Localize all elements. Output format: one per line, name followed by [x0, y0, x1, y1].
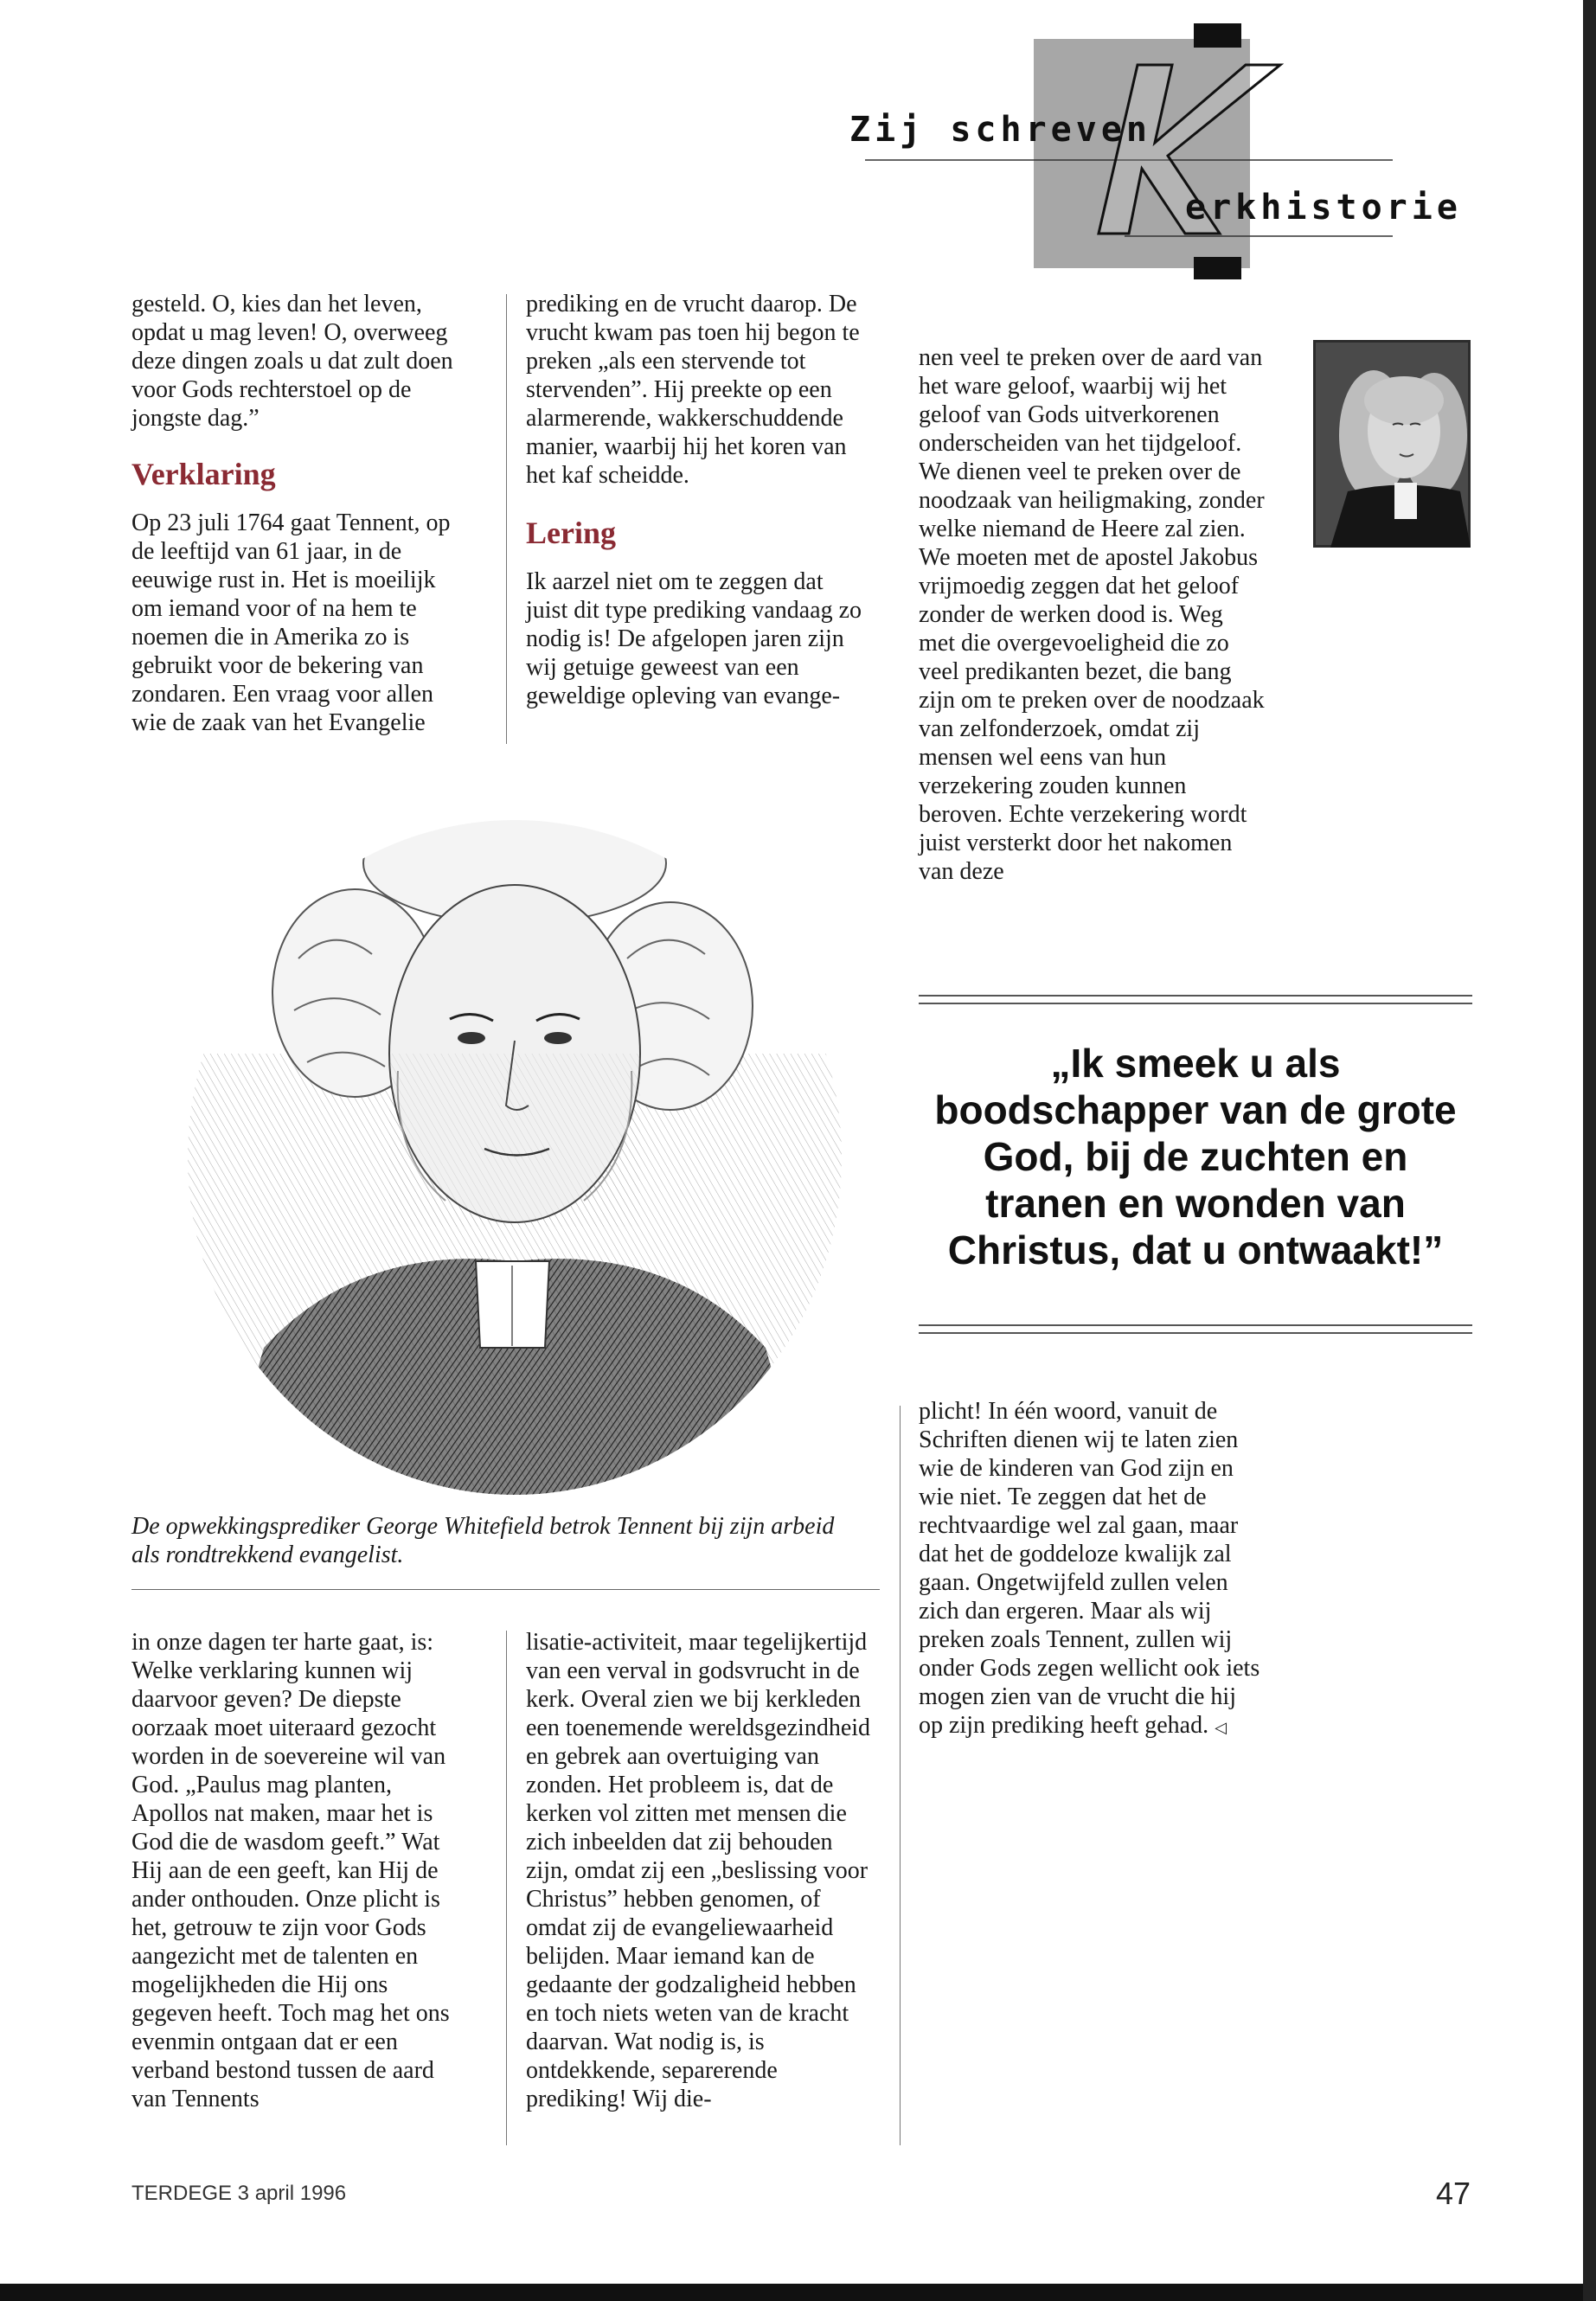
- column-2-bottom-body: lisatie-activiteit, maar tegelijkertijd van een verval in godsvrucht in de kerk. Overal zien we bij kerkleden een toenemende wereldsgezindheid en gebrek aan overtuiging van zonden. Het probleem is, dat de kerken vol zitten met mensen die zich inbeelden dat zij behouden zijn, omdat zij een „beslissing voor Christus” hebben genomen, of omdat zij de evangeliewaarheid belijden. Maar iemand kan de gedaante der godzaligheid hebben en toch niets weten van de kracht daarvan. Wat nodig is, is ontdekkende, separerende prediking! Wij die-: [526, 1629, 871, 2112]
- column-1-bottom: [131, 1628, 473, 2113]
- end-mark-icon: ◁: [1215, 1719, 1227, 1737]
- pullquote-rule-bottom-2: [919, 1332, 1472, 1334]
- column-2-top: [526, 290, 868, 710]
- portrait-tennent: [1313, 340, 1471, 548]
- column-divider-bottom-1: [506, 1631, 507, 2145]
- header-title-part1: Zij schreven: [849, 110, 1151, 150]
- heading-verklaring: Verklaring: [131, 457, 276, 491]
- column-2-body: Ik aarzel niet om te zeggen dat juist dit type prediking vandaag zo nodig is! De afgelopen jaren zijn wij getuige geweest van een geweldige opleving van evange-: [526, 568, 862, 709]
- column-3-bottom: [919, 1397, 1265, 1742]
- portrait-whitefield: [186, 794, 843, 1499]
- section-header: [839, 13, 1462, 281]
- column-1-intro: gesteld. O, kies dan het leven, opdat u mag leven! O, overweeg deze dingen zoals u dat zult doen voor Gods rechterstoel op de jongste dag.”: [131, 291, 453, 432]
- column-1-body: Op 23 juli 1764 gaat Tennent, op de leeftijd van 61 jaar, in de eeuwige rust in. Het is moeilijk om iemand voor of na hem te noemen die in Amerika zo is gebruikt voor de bekering van zondaren. Een vraag voor allen wie de zaak van het Evangelie: [131, 510, 451, 736]
- column-1-bottom-body: in onze dagen ter harte gaat, is: Welke verklaring kunnen wij daarvoor geven? De diepste oorzaak moet uiteraard gezocht worden in de soevereine wil van God. „Paulus mag planten, Apollos nat maken, maar het is God die de wasdom geeft.” Wat Hij aan de een geeft, kan Hij de ander onthouden. Onze plicht is het, getrouw te zijn voor Gods aangezicht met de talenten en mogelijkheden die Hij ons gegeven heeft. Toch mag het ons evenmin ontgaan dat er een verband bestond tussen de aard van Tennents: [131, 1629, 450, 2112]
- column-divider-top-1: [506, 294, 507, 744]
- column-3-top: [919, 343, 1265, 886]
- heading-lering: Lering: [526, 516, 616, 550]
- page-number: 47: [1436, 2176, 1471, 2211]
- caption-rule: [131, 1589, 880, 1590]
- column-3-body: nen veel te preken over de aard van het ware geloof, waarbij wij het geloof van Gods uitverkorenen onderscheiden van het tijdgeloof. We dienen veel te preken over de noodzaak van heiligmaking, zonder welke niemand de Heere zal zien. We moeten met de apostel Jakobus vrijmoedig zeggen dat het geloof zonder de werken dood is. Weg met die overgevoeligheid die zo veel predikanten bezet, die bang zijn om te preken over de noodzaak van zelfonderzoek, omdat zij mensen wel eens van hun verzekering zouden kunnen beroven. Echte verzekering wordt juist versterkt door het nakomen van deze: [919, 344, 1265, 885]
- pullquote-rule-bottom-1: [919, 1324, 1472, 1326]
- portrait-caption: De opwekkingsprediker George Whitefield betrok Tennent bij zijn arbeid als rondtrekkend evangelist.: [131, 1513, 835, 1568]
- column-3-bottom-body: plicht! In één woord, vanuit de Schriften dienen wij te laten zien wie de kinderen van God zijn en wie niet. Te zeggen dat het de rechtvaardige wel zal gaan, maar dat het de goddeloze kwalijk zal gaan. Ongetwijfeld zullen velen zich dan ergeren. Maar als wij preken zoals Tennent, zullen wij onder Gods zegen wellicht ook iets mogen zien van de vrucht die hij op zijn prediking heeft gehad.: [919, 1398, 1260, 1739]
- footer-publication: TERDEGE 3 april 1996: [131, 2182, 347, 2205]
- header-title-part2: erkhistorie: [1185, 188, 1462, 228]
- column-2-intro: prediking en de vrucht daarop. De vrucht kwam pas toen hij begon te preken „als een stervende tot stervenden”. Hij preekte op een alarmerende, wakkerschuddende manier, waarbij hij het koren van het kaf scheidde.: [526, 291, 860, 489]
- column-2-bottom: [526, 1628, 872, 2113]
- pullquote-rule-top-2: [919, 1003, 1472, 1004]
- pullquote: „Ik smeek u als boodschapper van de grote God, bij de zuchten en tranen en wonden van Christus, dat u ontwaakt!”: [934, 1041, 1457, 1272]
- pullquote-rule-top-1: [919, 995, 1472, 997]
- page-right-edge: [1583, 0, 1596, 2301]
- column-1-top: [131, 290, 469, 737]
- page-bottom-edge: [0, 2284, 1596, 2301]
- column-divider-bottom-2: [900, 1406, 901, 2145]
